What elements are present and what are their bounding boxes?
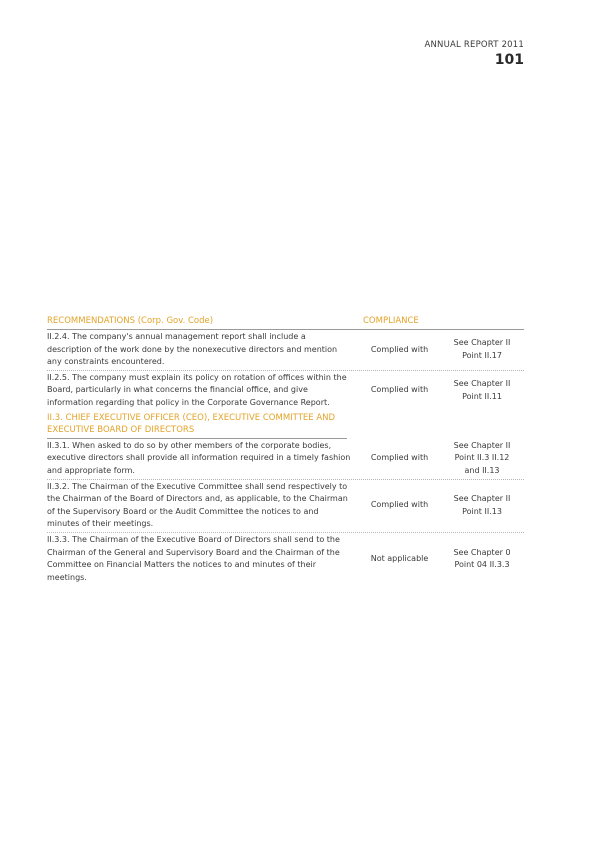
compliance-status: Not applicable	[370, 553, 429, 563]
table-row	[47, 371, 524, 411]
chapter-reference: See Chapter II Point II.13	[453, 494, 511, 516]
chapter-reference: See Chapter 0 Point 04 II.3.3	[453, 547, 511, 570]
chapter-reference: See Chapter II Point II.3 II.12 and II.13	[453, 440, 511, 475]
recommendation-text: II.3.3. The Chairman of the Executive Board of Directors shall send to the Chairman of the General and Supervisory Board and the Chairman of the Committee on Financial Matters the notices to and minutes of their meetings.	[47, 534, 340, 582]
recommendation-text: II.3.2. The Chairman of the Executive Committee shall send respectively to the Chairman of the Board of Directors and, as applicable, to the Chairman of the Supervisory Board or the Audit Committee the notices to and minutes of their meetings.	[47, 481, 348, 529]
chapter-reference: See Chapter II Point II.11	[453, 379, 511, 401]
table-row	[47, 480, 524, 533]
table-row	[47, 533, 524, 585]
compliance-status: Complied with	[370, 344, 429, 354]
table-header	[47, 313, 524, 330]
compliance-status: Complied with	[370, 453, 429, 463]
table-row	[47, 439, 524, 480]
page-number: 101	[494, 52, 524, 68]
chapter-reference: See Chapter II Point II.17	[453, 338, 511, 360]
column-header-recommendations: RECOMMENDATIONS (Corp. Gov. Code)	[47, 316, 214, 326]
compliance-status: Complied with	[370, 500, 429, 510]
recommendation-text: II.2.4. The company's annual management report shall include a description of the work done by the nonexecutive directors and mention any constraints encountered.	[47, 332, 338, 367]
section-heading: II.3. CHIEF EXECUTIVE OFFICER (CEO), EXECUTIVE COMMITTEE AND EXECUTIVE BOARD OF DIRECTORS	[47, 411, 347, 439]
report-title: ANNUAL REPORT 2011	[424, 40, 524, 50]
column-header-compliance: COMPLIANCE	[363, 316, 419, 326]
recommendation-text: II.2.5. The company must explain its policy on rotation of offices within the Board, particularly in what concerns the financial office, and give information regarding that policy in the Corporate Governance Report.	[47, 372, 347, 407]
governance-compliance-table	[47, 313, 524, 585]
page-header	[424, 40, 524, 69]
recommendation-text: II.3.1. When asked to do so by other members of the corporate bodies, executive directors shall provide all information required in a timely fashion and appropriate form.	[47, 440, 351, 475]
compliance-status: Complied with	[370, 385, 429, 395]
table-row	[47, 330, 524, 371]
